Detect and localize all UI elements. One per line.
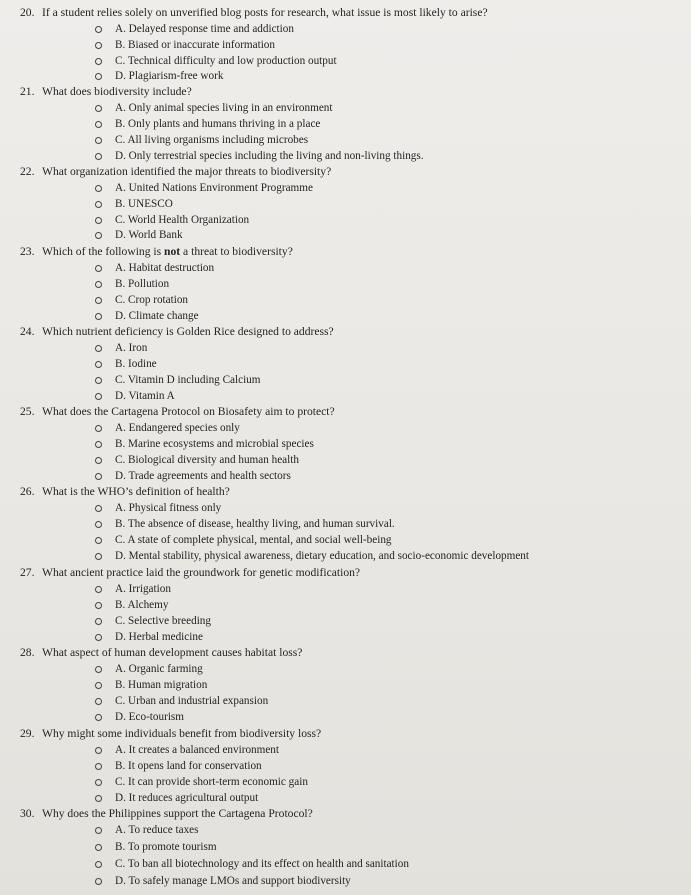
- radio-circle-icon[interactable]: [95, 537, 102, 544]
- radio-circle-icon[interactable]: [95, 153, 102, 160]
- option-29-a[interactable]: [115, 743, 279, 757]
- question-text: What is the WHO’s definition of health?: [42, 485, 230, 498]
- radio-circle-icon[interactable]: [95, 105, 102, 112]
- question-text: What organization identified the major threats to biodiversity?: [42, 165, 332, 178]
- radio-circle-icon[interactable]: [95, 618, 102, 625]
- option-28-c[interactable]: [115, 694, 268, 708]
- option-text: A. United Nations Environment Programme: [115, 182, 313, 194]
- radio-circle-icon[interactable]: [95, 26, 102, 33]
- option-text: D. Climate change: [115, 310, 199, 322]
- option-text: C. Biological diversity and human health: [115, 454, 299, 466]
- option-23-a[interactable]: [115, 261, 214, 275]
- option-21-d[interactable]: [115, 149, 424, 163]
- option-text: D. Eco-tourism: [115, 711, 184, 723]
- radio-circle-icon[interactable]: [95, 747, 102, 754]
- option-text: D. Trade agreements and health sectors: [115, 470, 291, 482]
- option-text: A. Only animal species living in an environment: [115, 102, 333, 114]
- option-28-d[interactable]: [115, 710, 184, 724]
- option-22-a[interactable]: [115, 181, 313, 195]
- radio-circle-icon[interactable]: [95, 441, 102, 448]
- question-number: 20.: [20, 6, 35, 19]
- option-text: C. Urban and industrial expansion: [115, 695, 269, 707]
- question-30: [20, 807, 313, 821]
- radio-circle-icon[interactable]: [95, 698, 102, 705]
- option-text: C. Vitamin D including Calcium: [115, 374, 261, 386]
- radio-circle-icon[interactable]: [95, 58, 102, 65]
- question-22: [20, 165, 331, 179]
- radio-circle-icon[interactable]: [95, 602, 102, 609]
- option-text: D. World Bank: [115, 229, 183, 241]
- option-text: B. Alchemy: [115, 599, 169, 611]
- option-text: C. It can provide short-term economic gain: [115, 776, 308, 788]
- question-number: 29.: [20, 727, 35, 740]
- option-text: C. Selective breeding: [115, 615, 211, 627]
- question-text: Which nutrient deficiency is Golden Rice designed to address?: [42, 325, 334, 338]
- option-22-b[interactable]: [115, 197, 173, 211]
- option-20-d[interactable]: [115, 69, 223, 83]
- option-24-a[interactable]: [115, 341, 147, 355]
- question-text: Why does the Philippines support the Cartagena Protocol?: [42, 807, 313, 820]
- radio-circle-icon[interactable]: [95, 377, 102, 384]
- radio-circle-icon[interactable]: [95, 265, 102, 272]
- question-text: What ancient practice laid the groundwork for genetic modification?: [42, 566, 361, 579]
- radio-circle-icon[interactable]: [95, 457, 102, 464]
- option-text: C. Crop rotation: [115, 294, 189, 306]
- question-number: 21.: [20, 85, 35, 98]
- radio-circle-icon[interactable]: [95, 553, 102, 560]
- radio-circle-icon[interactable]: [95, 714, 102, 721]
- option-24-c[interactable]: [115, 373, 260, 387]
- radio-circle-icon[interactable]: [95, 779, 102, 786]
- question-text: What does the Cartagena Protocol on Biosafety aim to protect?: [42, 405, 335, 418]
- question-number: 26.: [20, 485, 35, 498]
- option-text: A. Iron: [115, 342, 148, 354]
- question-23: [20, 245, 293, 259]
- option-25-d[interactable]: [115, 469, 291, 483]
- radio-circle-icon[interactable]: [95, 297, 102, 304]
- option-text: B. Pollution: [115, 278, 170, 290]
- option-text: A. Irrigation: [115, 583, 171, 595]
- radio-circle-icon[interactable]: [95, 217, 102, 224]
- radio-circle-icon[interactable]: [95, 827, 102, 834]
- option-text: A. Habitat destruction: [115, 262, 215, 274]
- option-text: A. Endangered species only: [115, 422, 240, 434]
- option-text: B. To promote tourism: [115, 841, 217, 853]
- option-text: C. Technical difficulty and low production output: [115, 55, 337, 67]
- option-24-b[interactable]: [115, 357, 157, 371]
- radio-circle-icon[interactable]: [95, 473, 102, 480]
- option-text: D. To safely manage LMOs and support biodiversity: [115, 875, 351, 887]
- radio-circle-icon[interactable]: [95, 861, 102, 868]
- radio-circle-icon[interactable]: [95, 682, 102, 689]
- option-text: D. Plagiarism-free work: [115, 70, 224, 82]
- radio-circle-icon[interactable]: [95, 763, 102, 770]
- option-30-b[interactable]: [115, 840, 217, 854]
- option-21-b[interactable]: [115, 117, 320, 131]
- radio-circle-icon[interactable]: [95, 73, 102, 80]
- option-29-c[interactable]: [115, 775, 308, 789]
- option-20-a[interactable]: [115, 22, 294, 36]
- question-number: 30.: [20, 807, 35, 820]
- option-text: B. Only plants and humans thriving in a place: [115, 118, 321, 130]
- option-text: A. It creates a balanced environment: [115, 744, 280, 756]
- option-text: B. UNESCO: [115, 198, 173, 210]
- radio-circle-icon[interactable]: [95, 521, 102, 528]
- option-text: C. All living organisms including microbes: [115, 134, 309, 146]
- option-text: A. Physical fitness only: [115, 502, 222, 514]
- option-28-a[interactable]: [115, 662, 203, 676]
- option-26-d[interactable]: [115, 549, 529, 563]
- question-text: What does biodiversity include?: [42, 85, 192, 98]
- option-text: D. It reduces agricultural output: [115, 792, 259, 804]
- option-23-b[interactable]: [115, 277, 169, 291]
- radio-circle-icon[interactable]: [95, 666, 102, 673]
- option-text: B. Human migration: [115, 679, 208, 691]
- option-30-a[interactable]: [115, 823, 199, 837]
- radio-circle-icon[interactable]: [95, 42, 102, 49]
- option-24-d[interactable]: [115, 389, 175, 403]
- option-text: B. Marine ecosystems and microbial species: [115, 438, 314, 450]
- radio-circle-icon[interactable]: [95, 586, 102, 593]
- option-29-d[interactable]: [115, 791, 258, 805]
- option-27-a[interactable]: [115, 582, 171, 596]
- option-text: A. Organic farming: [115, 663, 203, 675]
- option-25-a[interactable]: [115, 421, 240, 435]
- question-25: [20, 405, 335, 419]
- option-text: C. A state of complete physical, mental, and social well-being: [115, 534, 392, 546]
- option-20-b[interactable]: [115, 38, 275, 52]
- option-text: B. Iodine: [115, 358, 157, 370]
- radio-circle-icon[interactable]: [95, 281, 102, 288]
- option-27-d[interactable]: [115, 630, 203, 644]
- option-26-a[interactable]: [115, 501, 221, 515]
- question-text: What aspect of human development causes habitat loss?: [42, 646, 303, 659]
- option-text: D. Herbal medicine: [115, 631, 203, 643]
- radio-circle-icon[interactable]: [95, 361, 102, 368]
- question-21: [20, 85, 192, 99]
- option-21-c[interactable]: [115, 133, 308, 147]
- option-text: C. World Health Organization: [115, 214, 250, 226]
- option-21-a[interactable]: [115, 101, 333, 115]
- option-29-b[interactable]: [115, 759, 262, 773]
- radio-circle-icon[interactable]: [95, 844, 102, 851]
- question-number: 24.: [20, 325, 35, 338]
- radio-circle-icon[interactable]: [95, 201, 102, 208]
- question-number: 25.: [20, 405, 35, 418]
- question-text: Which of the following is: [42, 245, 165, 258]
- radio-circle-icon[interactable]: [95, 232, 102, 239]
- radio-circle-icon[interactable]: [95, 393, 102, 400]
- option-text: B. It opens land for conservation: [115, 760, 262, 772]
- question-number: 27.: [20, 566, 35, 579]
- question-text: Why might some individuals benefit from biodiversity loss?: [42, 727, 322, 740]
- option-30-d[interactable]: [115, 874, 351, 888]
- question-number: 23.: [20, 245, 35, 258]
- question-text: If a student relies solely on unverified blog posts for research, what issue is most likely to arise?: [42, 6, 488, 19]
- option-text: A. Delayed response time and addiction: [115, 23, 294, 35]
- question-27: [20, 566, 360, 580]
- option-text: C. To ban all biotechnology and its effect on health and sanitation: [115, 858, 409, 870]
- question-26: [20, 485, 230, 499]
- option-text: A. To reduce taxes: [115, 824, 199, 836]
- question-20: [20, 6, 488, 20]
- radio-circle-icon[interactable]: [95, 121, 102, 128]
- radio-circle-icon[interactable]: [95, 425, 102, 432]
- option-22-c[interactable]: [115, 213, 249, 227]
- question-29: [20, 727, 321, 741]
- question-emphasis: not: [164, 245, 181, 258]
- radio-circle-icon[interactable]: [95, 185, 102, 192]
- option-text: D. Mental stability, physical awareness, dietary education, and socio-economic development: [115, 550, 530, 562]
- option-27-b[interactable]: [115, 598, 168, 612]
- option-text: D. Vitamin A: [115, 390, 175, 402]
- question-text: a threat to biodiversity?: [180, 245, 293, 258]
- option-26-c[interactable]: [115, 533, 392, 547]
- radio-circle-icon[interactable]: [95, 313, 102, 320]
- question-number: 28.: [20, 646, 35, 659]
- radio-circle-icon[interactable]: [95, 505, 102, 512]
- radio-circle-icon[interactable]: [95, 634, 102, 641]
- option-30-c[interactable]: [115, 857, 409, 871]
- option-27-c[interactable]: [115, 614, 211, 628]
- option-text: B. The absence of disease, healthy living, and human survival.: [115, 518, 395, 530]
- question-28: [20, 646, 302, 660]
- option-text: B. Biased or inaccurate information: [115, 39, 275, 51]
- question-24: [20, 325, 334, 339]
- option-25-c[interactable]: [115, 453, 299, 467]
- radio-circle-icon[interactable]: [95, 795, 102, 802]
- option-23-d[interactable]: [115, 309, 199, 323]
- option-26-b[interactable]: [115, 517, 395, 531]
- option-text: D. Only terrestrial species including the living and non-living things.: [115, 150, 424, 162]
- question-number: 22.: [20, 165, 35, 178]
- option-25-b[interactable]: [115, 437, 314, 451]
- option-23-c[interactable]: [115, 293, 188, 307]
- radio-circle-icon[interactable]: [95, 137, 102, 144]
- option-22-d[interactable]: [115, 228, 183, 242]
- option-20-c[interactable]: [115, 54, 337, 68]
- radio-circle-icon[interactable]: [95, 345, 102, 352]
- radio-circle-icon[interactable]: [95, 878, 102, 885]
- option-28-b[interactable]: [115, 678, 207, 692]
